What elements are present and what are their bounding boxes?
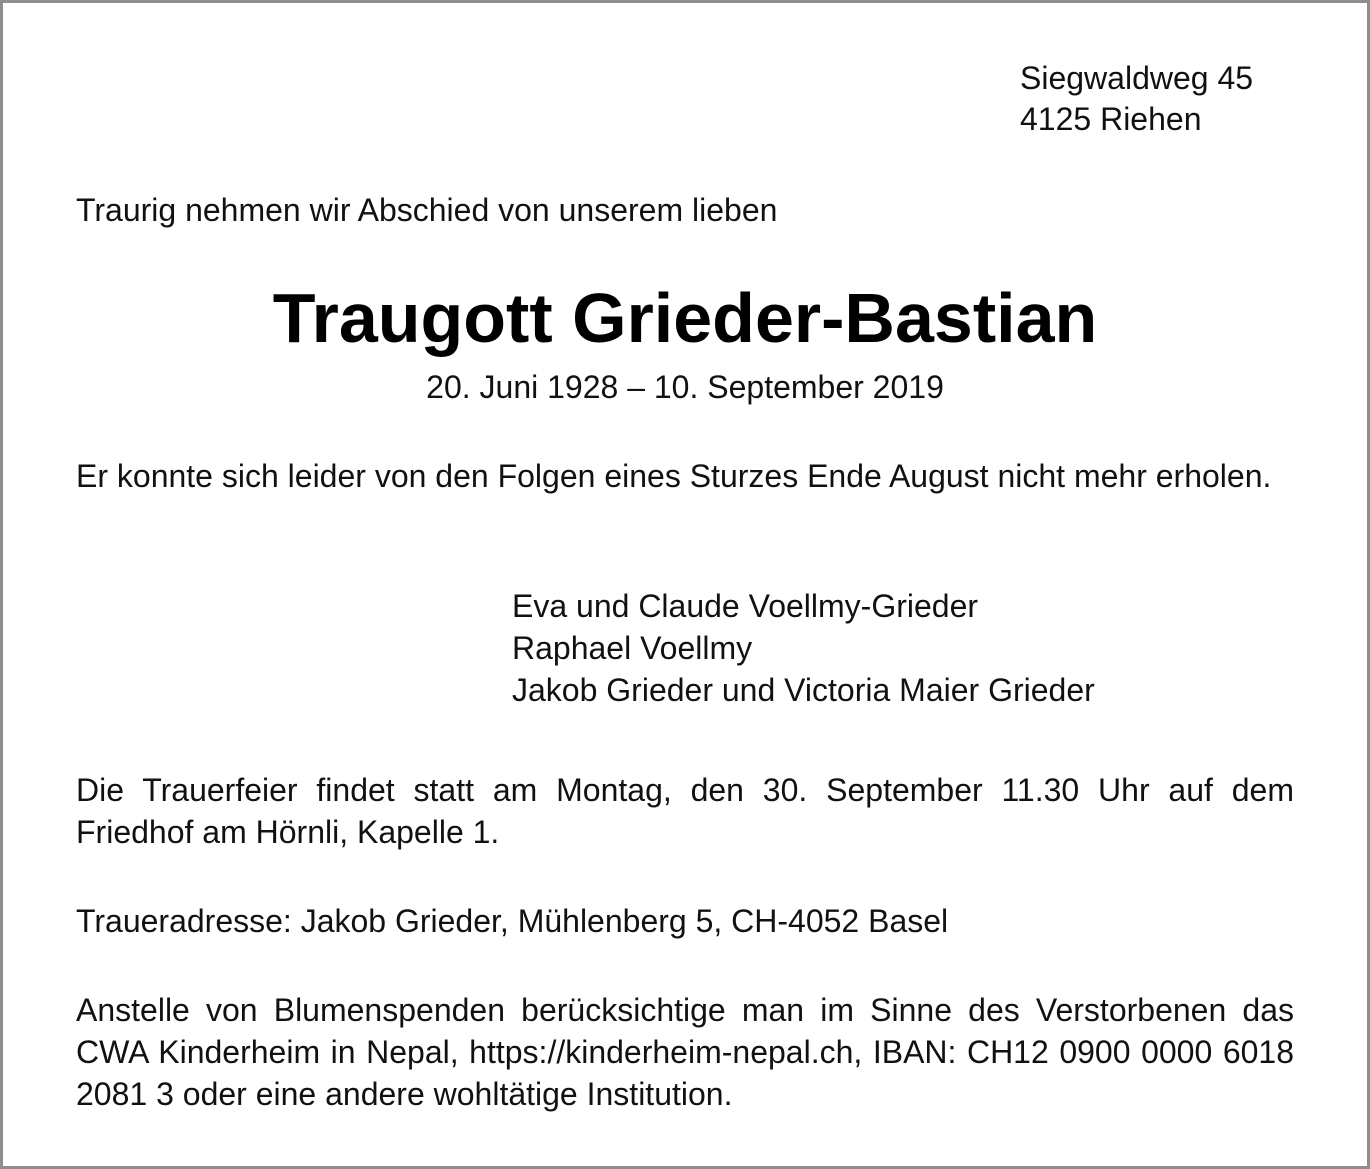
donation-text: Anstelle von Blumenspenden berücksichtige man im Sinne des Verstorbenen das CWA Kinderheim in Nepal, https://kinderheim-nepal.ch, IBAN: CH12 0900 0000 6018 2081 3 oder eine andere wohltätige Institution. (76, 992, 1294, 1112)
circumstance-text: Er konnte sich leider von den Folgen eines Sturzes Ende August nicht mehr erholen. (76, 458, 1272, 494)
mourners-list (512, 585, 1095, 711)
ceremony-text: Die Trauerfeier findet statt am Montag, den 30. September 11.30 Uhr auf dem Friedhof am Hörnli, Kapelle 1. (76, 772, 1294, 850)
deceased-name: Traugott Grieder-Bastian (272, 279, 1098, 357)
sender-address (1020, 58, 1253, 140)
mourner-item: Raphael Voellmy (512, 630, 753, 666)
mourner-item: Eva und Claude Voellmy-Grieder (512, 588, 979, 624)
mourning-address: Traueradresse: Jakob Grieder, Mühlenberg 5, CH-4052 Basel (76, 903, 949, 939)
life-dates: 20. Juni 1928 – 10. September 2019 (426, 369, 944, 405)
sender-city: 4125 Riehen (1020, 101, 1202, 137)
sender-street: Siegwaldweg 45 (1020, 60, 1254, 96)
intro-text: Traurig nehmen wir Abschied von unserem lieben (76, 192, 778, 228)
mourner-item: Jakob Grieder und Victoria Maier Grieder (512, 672, 1095, 708)
